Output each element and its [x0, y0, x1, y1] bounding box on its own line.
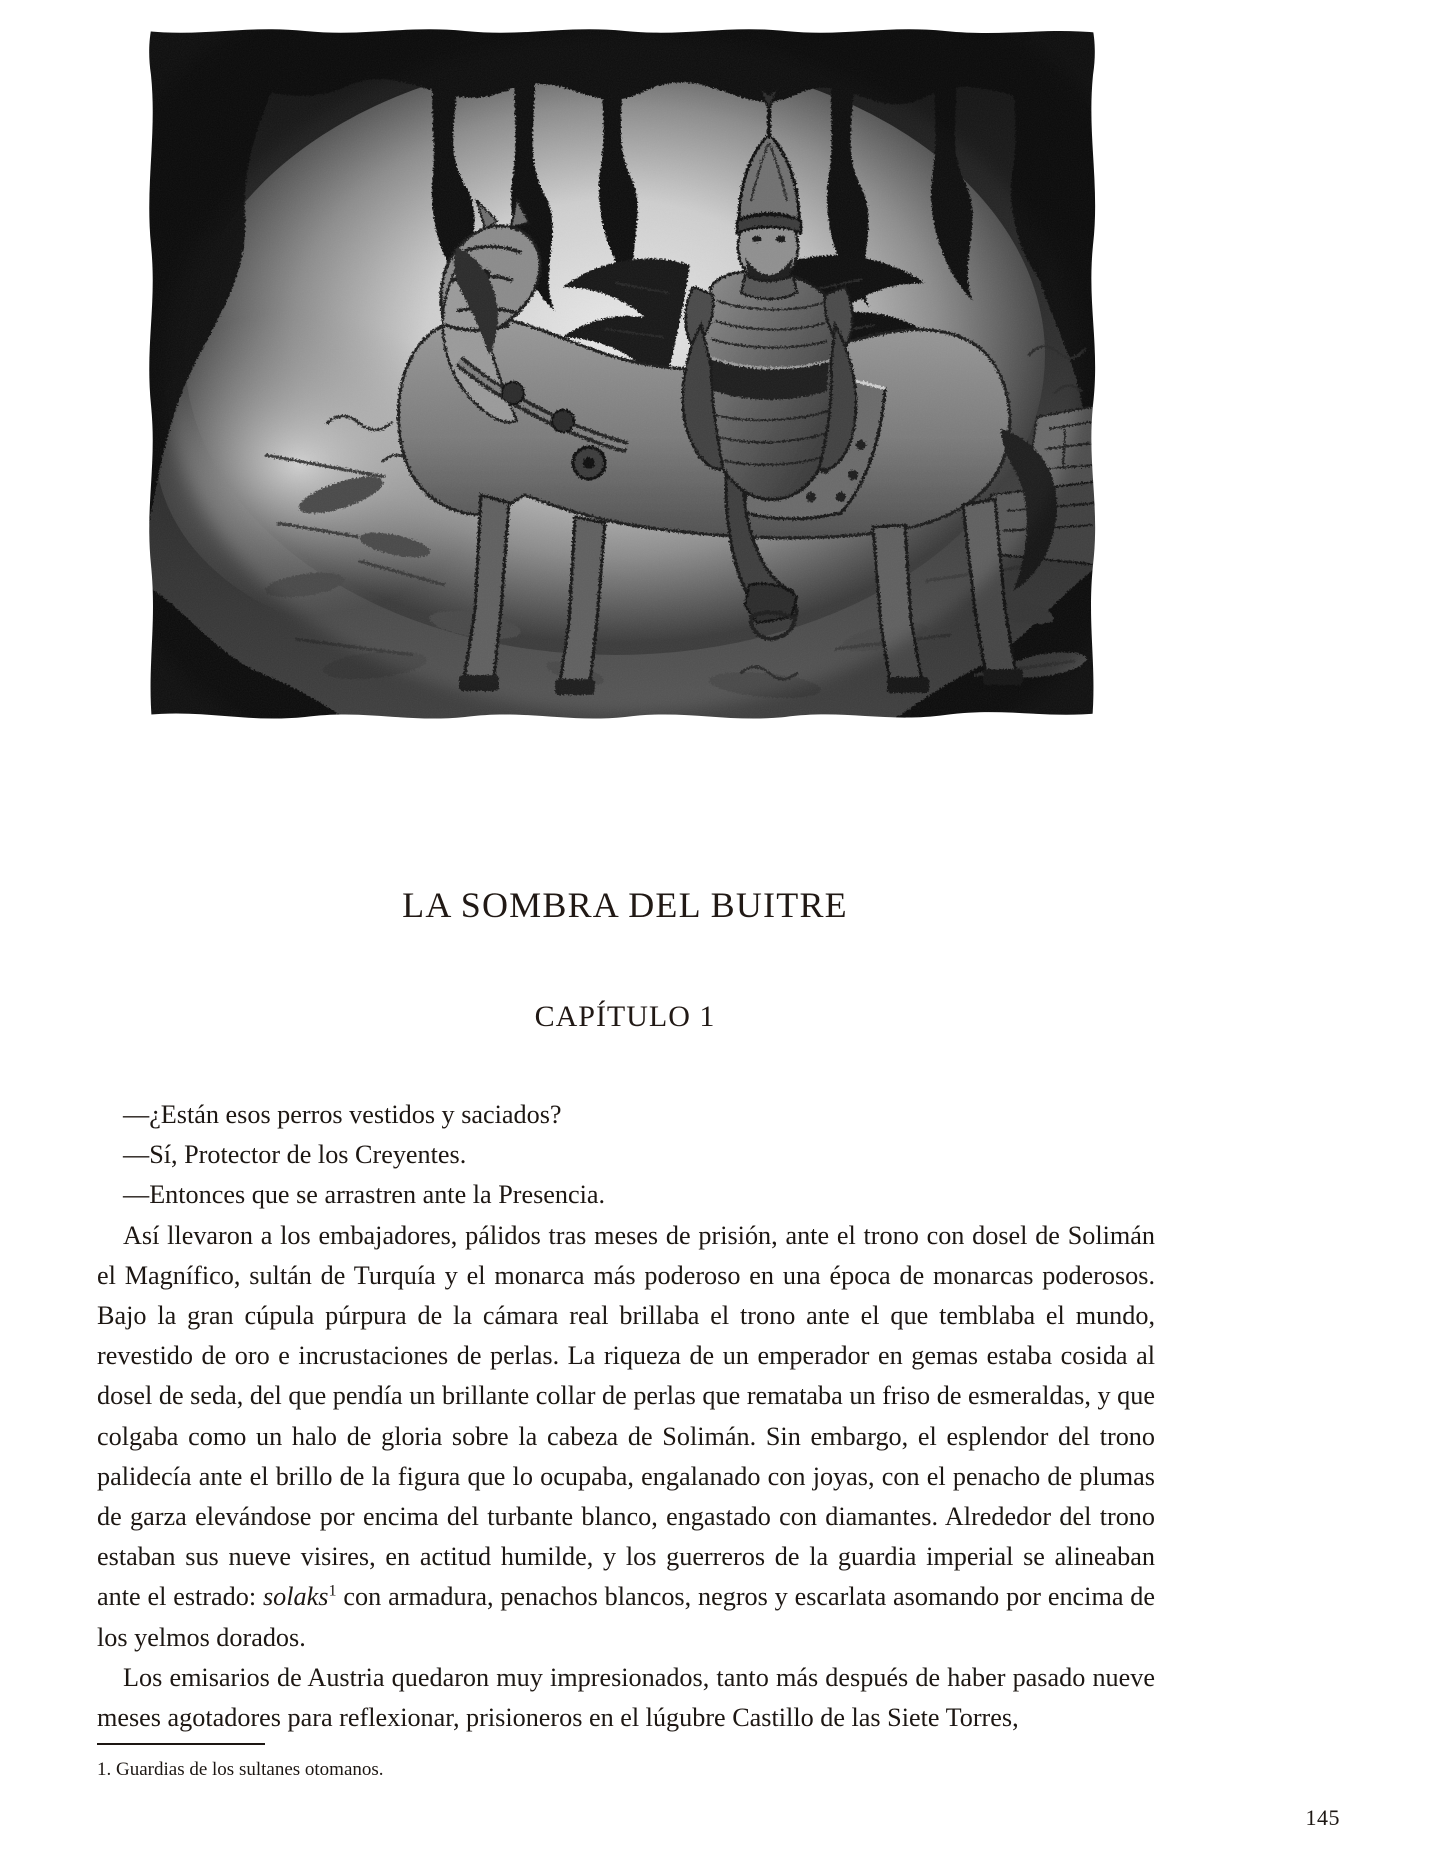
- illustration-canvas: [145, 25, 1100, 722]
- book-title: LA SOMBRA DEL BUITRE: [402, 885, 848, 925]
- dialogue-line-2: —Sí, Protector de los Creyentes.: [123, 1140, 467, 1170]
- footnote-separator: [97, 1743, 265, 1745]
- paragraph-2: Los emisarios de Austria quedaron muy impresionados, tanto más después de haber pasado nueve meses agotadores para reflexionar, prisioneros en el lúgubre Castillo de las Siete Torres,: [97, 1662, 1155, 1733]
- paragraph-1-tail: con armadura, penachos blancos, negros y escarlata asomando por encima de los yelmos dorados.: [97, 1582, 1156, 1652]
- dialogue-line-3: —Entonces que se arrastren ante la Presencia.: [123, 1180, 606, 1210]
- chapter-title: CAPÍTULO 1: [534, 1000, 716, 1033]
- footnote-marker[interactable]: 1: [328, 1581, 337, 1600]
- chapter-illustration: [145, 25, 1100, 722]
- paragraph-1-lead: Así llevaron a los embajadores, pálidos tras meses de prisión, ante el trono con dosel de Solimán el Magnífico, sultán de Turquía y el monarca más poderoso en una época de monarcas poderosos. Bajo la gran cúpula púrpura de la cámara real brillaba el trono ante el que temblaba el mundo, revestido de oro e incrustaciones de perlas. La riqueza de un emperador en gemas estaba cosida al dosel de seda, del que pendía un brillante collar de perlas que remataba un friso de esmeraldas, y que colgaba como un halo de gloria sobre la cabeza de Solimán. Sin embargo, el esplendor del trono palidecía ante el brillo de la figura que lo ocupaba, engalanado con joyas, con el penacho de plumas de garza elevándose por encima del turbante blanco, engastado con diamantes. Alrededor del trono estaban sus nueve visires, en actitud humilde, y los guerreros de la guardia imperial se alineaban ante el estrado:: [97, 1220, 1155, 1612]
- term-solaks: solaks: [262, 1582, 329, 1612]
- illustration-artwork: [145, 25, 1100, 722]
- paragraph-1: [97, 1216, 1155, 1658]
- body-text-block: [97, 1095, 1155, 1738]
- footnote-text: 1. Guardias de los sultanes otomanos.: [97, 1759, 384, 1780]
- page-number: 145: [1305, 1805, 1340, 1830]
- dialogue-line-1: —¿Están esos perros vestidos y saciados?: [123, 1100, 562, 1129]
